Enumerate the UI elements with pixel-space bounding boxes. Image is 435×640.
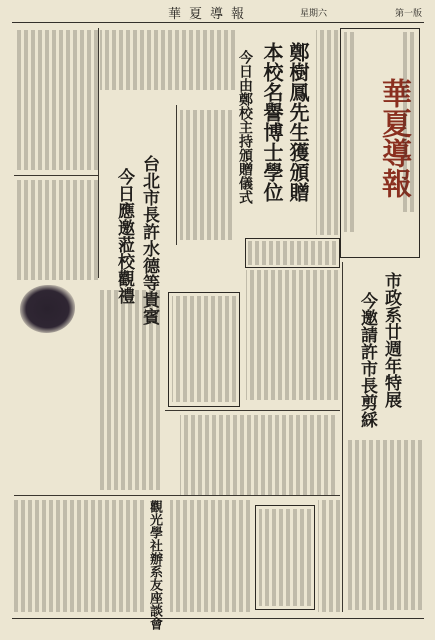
visit-body	[100, 290, 160, 490]
bottom-box-text	[259, 509, 311, 606]
page-number-label: 第一版	[395, 9, 423, 19]
weekday-label: 星期六	[300, 9, 328, 19]
ink-blot-stain	[20, 285, 75, 333]
anniversary-body	[346, 440, 422, 610]
left-col-rule	[98, 28, 99, 278]
bottom-center-body	[170, 500, 250, 612]
bottom-left-body	[14, 500, 144, 612]
lead-headline-2: 本校名譽博士學位	[260, 42, 284, 202]
masthead-title: 華夏導報	[376, 78, 411, 198]
bottom-right-body	[318, 500, 340, 612]
bottom-section-rule	[14, 495, 340, 496]
masthead-side-text-right	[400, 32, 414, 212]
masthead-side-text-left	[344, 32, 354, 232]
bottom-rule	[12, 618, 424, 619]
tour-headline: 觀光學社辦系友座談會	[147, 500, 162, 630]
center-box-text	[172, 296, 236, 402]
center-lower-body	[180, 415, 335, 495]
lead-subheadline: 今日由鄭校主持頒贈儀式	[237, 50, 253, 204]
top-rule	[12, 22, 424, 23]
lead-body-top-left	[100, 30, 235, 90]
center-right-body	[246, 270, 338, 400]
anniversary-headline-1: 市政系廿週年特展	[381, 272, 401, 408]
staff-list	[248, 241, 336, 265]
visit-headline-1: 台北市長許水德等貴賓	[139, 155, 159, 325]
right-col-rule	[342, 262, 343, 612]
center-row-rule	[165, 410, 340, 411]
paper-title-top: 華夏導報	[168, 7, 253, 22]
lead-headline-1: 鄭樹鳳先生獲頒贈	[286, 42, 310, 202]
lead-body-right	[316, 30, 338, 235]
anniversary-headline-2: 今邀請許市長剪綵	[357, 292, 377, 428]
lead-col-rule	[176, 105, 177, 245]
lead-body-mid	[180, 110, 232, 240]
visit-headline-2: 今日應邀蒞校觀禮	[114, 168, 134, 304]
left-column-body	[14, 30, 98, 170]
left-row-rule	[14, 175, 98, 176]
left-column-body-2	[14, 180, 98, 280]
